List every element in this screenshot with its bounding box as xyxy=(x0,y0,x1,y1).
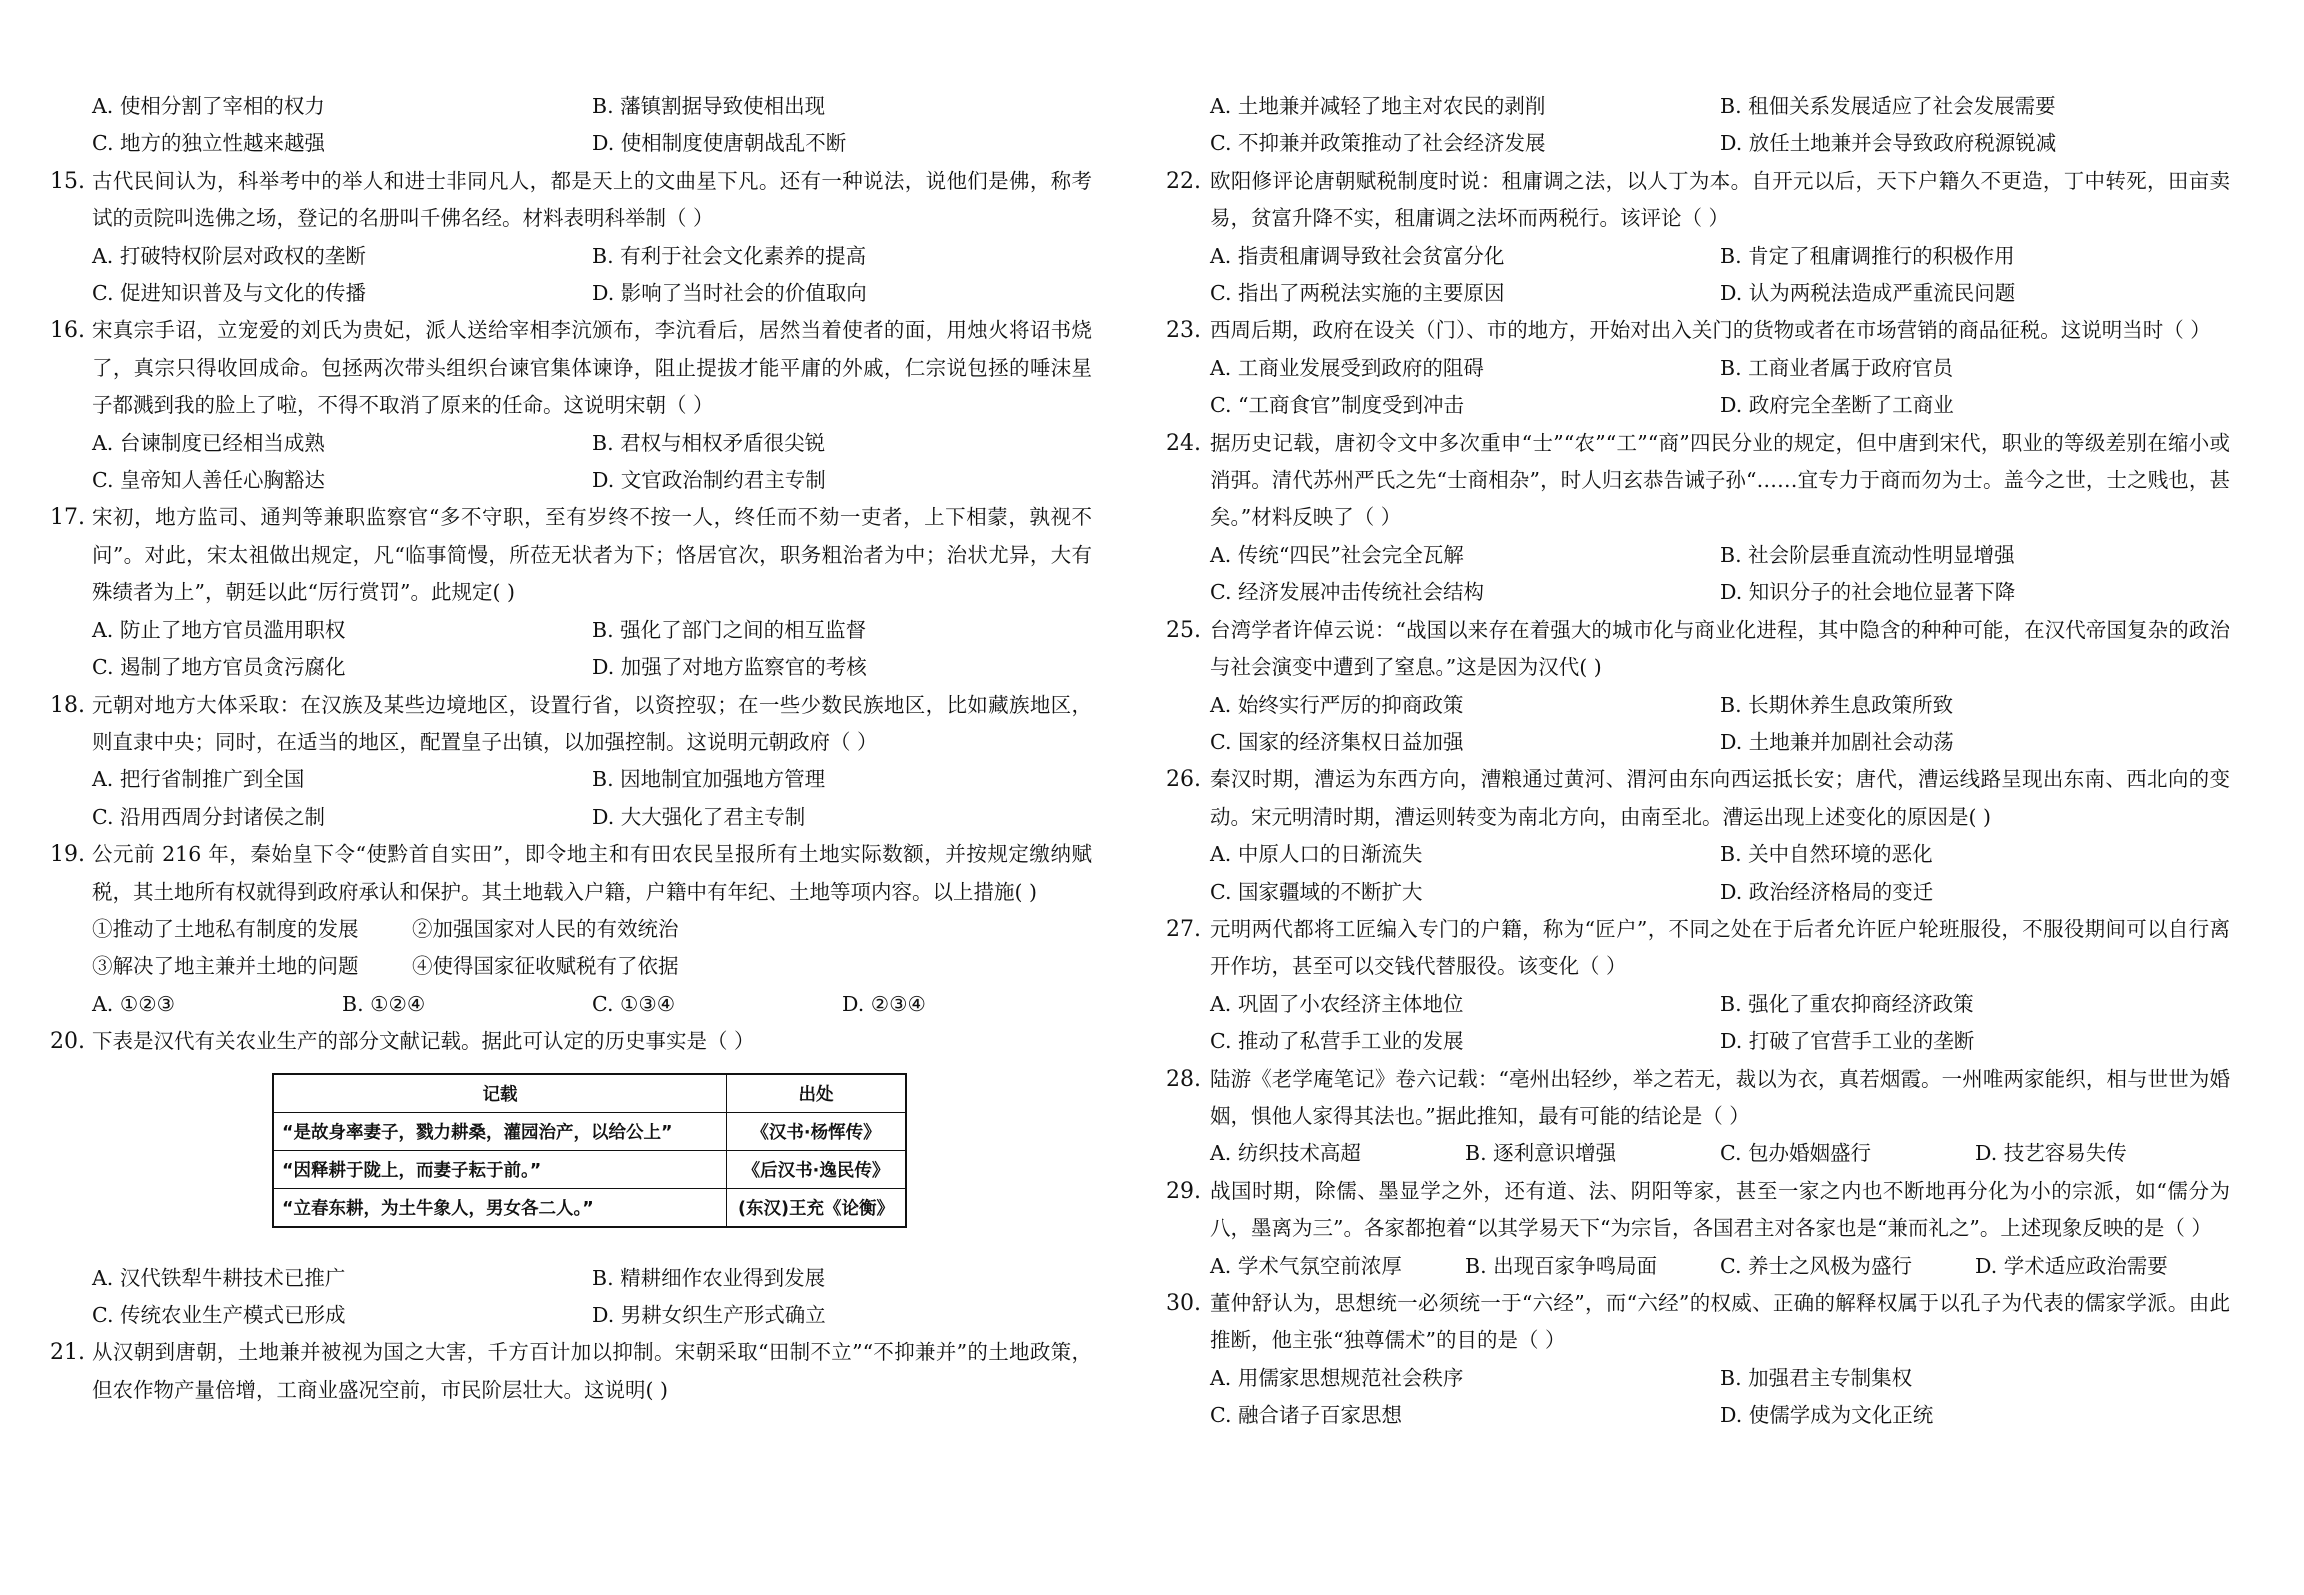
statement-4: ④使得国家征收赋税有了依据 xyxy=(412,954,679,979)
option-b[interactable]: B. 工商业者属于政府官员 xyxy=(1720,355,1954,380)
question-text: 陆游《老学庵笔记》卷六记载：“亳州出轻纱，举之若无，裁以为衣，真若烟霞。一州唯两家能织，相与世世为婚姻，惧他人家得其法也。”据此推知，最有可能的结论是（ ） xyxy=(1210,1066,2230,1128)
question-text: 宋真宗手诏，立宠爱的刘氏为贵妃，派人送给宰相李沆颁布，李沆看后，居然当着使者的面，用烛火将诏书烧了，真宗只得收回成命。包拯两次带头组织台谏官集体谏诤，阻止提拔才能平庸的外戚，仁宗说包拯的唾沫星子都溅到我的脸上了啦，不得不取消了原来的任命。这说明宋朝（ ） xyxy=(92,318,1092,418)
question-text: 董仲舒认为，思想统一必须统一于“六经”，而“六经”的权威、正确的解释权属于以孔子为代表的儒家学派。由此推断，他主张“独尊儒术”的目的是（ ） xyxy=(1210,1291,2230,1353)
question-15 xyxy=(50,163,1092,313)
option-a[interactable]: A. 把行省制推广到全国 xyxy=(92,767,305,792)
question-options xyxy=(1210,986,2230,1061)
statement-1: ①推动了土地私有制度的发展 xyxy=(92,916,359,941)
option-c[interactable]: C. 国家的经济集权日益加强 xyxy=(1210,729,1464,754)
option-b[interactable]: B. 租佃关系发展适应了社会发展需要 xyxy=(1720,94,2056,118)
option-d[interactable]: D. 加强了对地方监察官的考核 xyxy=(592,655,867,680)
option-b[interactable]: B. 社会阶层垂直流动性明显增强 xyxy=(1720,542,2015,567)
question-20 xyxy=(50,1023,1092,1334)
option-d[interactable]: D. 男耕女织生产形式确立 xyxy=(592,1302,826,1327)
question-17 xyxy=(50,499,1092,686)
option-b[interactable]: B. 因地制宜加强地方管理 xyxy=(592,767,826,792)
table-cell: (东汉)王充《论衡》 xyxy=(727,1188,907,1227)
option-a[interactable]: A. 用儒家思想规范社会秩序 xyxy=(1210,1365,1464,1390)
question-number: 30. xyxy=(1166,1291,1201,1316)
option-c[interactable]: C. 促进知识普及与文化的传播 xyxy=(92,281,366,306)
question-options xyxy=(92,238,1092,313)
question-number: 24. xyxy=(1166,430,1201,456)
question-text: 西周后期，政府在设关（门）、市的地方，开始对出入关门的货物或者在市场营销的商品征税。这说明当时（ ） xyxy=(1210,318,2211,343)
question-number: 28. xyxy=(1166,1066,1201,1092)
question-options xyxy=(92,986,1092,1023)
question-text: 公元前 216 年，秦始皇下令“使黔首自实田”，即令地主和有田农民呈报所有土地实际数额，并按规定缴纳赋税，其土地所有权就得到政府承认和保护。其土地载入户籍，户籍中有年纪、土地等项内容。以上措施( ) xyxy=(92,842,1092,904)
option-a[interactable]: A. ①②③ xyxy=(92,991,175,1016)
question-18 xyxy=(50,687,1092,837)
question-text: 台湾学者许倬云说：“战国以来存在着强大的城市化与商业化进程，其中隐含的种种可能，在汉代帝国复杂的政治与社会演变中遭到了窒息。”这是因为汉代( ) xyxy=(1210,617,2230,680)
question-30 xyxy=(1166,1285,2230,1435)
question-options xyxy=(1210,1248,2230,1285)
option-c[interactable]: C. 养士之风极为盛行 xyxy=(1720,1253,1912,1278)
statement-list xyxy=(92,948,1092,985)
option-a[interactable]: A. 指责租庸调导致社会贫富分化 xyxy=(1210,243,1505,268)
question-27 xyxy=(1166,911,2230,1061)
option-b[interactable]: B. 强化了重农抑商经济政策 xyxy=(1720,991,1974,1016)
question-number: 29. xyxy=(1166,1178,1201,1204)
option-b[interactable]: B. 精耕细作农业得到发展 xyxy=(592,1265,826,1290)
option-b[interactable]: B. 藩镇割据导致使相出现 xyxy=(592,94,826,118)
question-text: 秦汉时期，漕运为东西方向，漕粮通过黄河、渭河由东向西运抵长安；唐代，漕运线路呈现出东南、西北向的变动。宋元明清时期，漕运则转变为南北方向，由南至北。漕运出现上述变化的原因是( ) xyxy=(1210,767,2230,829)
question-options xyxy=(1210,687,2230,762)
option-c[interactable]: C. 皇帝知人善任心胸豁达 xyxy=(92,468,325,493)
option-a[interactable]: A. 巩固了小农经济主体地位 xyxy=(1210,991,1464,1016)
table-cell: 《汉书·杨恽传》 xyxy=(727,1112,907,1150)
question-options xyxy=(1210,537,2230,612)
option-b[interactable]: B. 君权与相权矛盾很尖锐 xyxy=(592,430,826,455)
table-row xyxy=(273,1150,906,1188)
question-options xyxy=(1210,836,2230,911)
option-d[interactable]: D. 政府完全垄断了工商业 xyxy=(1720,393,1954,418)
option-b[interactable]: B. 关中自然环境的恶化 xyxy=(1720,842,1933,867)
statement-list xyxy=(92,911,1092,948)
option-b[interactable]: B. 逐利意识增强 xyxy=(1465,1141,1617,1166)
option-b[interactable]: B. 长期休养生息政策所致 xyxy=(1720,692,1954,717)
option-c[interactable]: C. 地方的独立性越来越强 xyxy=(92,131,325,156)
option-a[interactable]: A. 学术气氛空前浓厚 xyxy=(1210,1253,1402,1278)
question-options xyxy=(92,761,1092,836)
question-options xyxy=(92,425,1092,500)
option-d[interactable]: D. ②③④ xyxy=(842,991,926,1016)
question-number: 20. xyxy=(50,1029,85,1055)
option-a[interactable]: A. 传统“四民”社会完全瓦解 xyxy=(1210,542,1464,567)
question-text: 元朝对地方大体采取：在汉族及某些边境地区，设置行省，以资控驭；在一些少数民族地区，比如藏族地区，则直隶中央；同时，在适当的地区，配置皇子出镇，以加强控制。这说明元朝政府（ ） xyxy=(92,692,1092,754)
question-text: 战国时期，除儒、墨显学之外，还有道、法、阴阳等家，甚至一家之内也不断地再分化为小的宗派，如“儒分为八，墨离为三”。各家都抱着“以其学易天下“为宗旨，各国君主对各家也是“兼而礼之”。上述现象反映的是（ ） xyxy=(1210,1178,2230,1241)
option-d[interactable]: D. 大大强化了君主专制 xyxy=(592,804,806,829)
option-b[interactable]: B. ①②④ xyxy=(342,991,426,1016)
question-text: 古代民间认为，科举考中的举人和进士非同凡人，都是天上的文曲星下凡。还有一种说法，说他们是佛，称考试的贡院叫选佛之场，登记的名册叫千佛名经。材料表明科举制（ ） xyxy=(92,168,1092,231)
table-row xyxy=(273,1112,906,1150)
table-cell: “立春东耕，为土牛象人，男女各二人。” xyxy=(273,1188,727,1227)
question-23 xyxy=(1166,312,2230,424)
option-d[interactable]: D. 认为两税法造成严重流民问题 xyxy=(1720,281,2016,306)
option-d[interactable]: D. 土地兼并加剧社会动荡 xyxy=(1720,729,1954,754)
left-column xyxy=(50,88,1092,1409)
question-text: 欧阳修评论唐朝赋税制度时说：租庸调之法，以人丁为本。自开元以后，天下户籍久不更造，丁中转死，田亩卖易，贫富升降不实，租庸调之法坏而两税行。该评论（ ） xyxy=(1210,168,2230,231)
question-number: 26. xyxy=(1166,767,1201,793)
option-c[interactable]: C. 包办婚姻盛行 xyxy=(1720,1141,1871,1166)
question-25 xyxy=(1166,612,2230,762)
question-21-options xyxy=(1210,88,2230,163)
table-header: 记载 xyxy=(273,1074,727,1113)
option-a[interactable]: A. 工商业发展受到政府的阻碍 xyxy=(1210,355,1484,380)
option-a[interactable]: A. 打破特权阶层对政权的垄断 xyxy=(92,243,366,268)
option-d[interactable]: D. 影响了当时社会的价值取向 xyxy=(592,281,867,306)
right-column xyxy=(1166,88,2230,1435)
question-29 xyxy=(1166,1173,2230,1285)
option-d[interactable]: D. 政治经济格局的变迁 xyxy=(1720,879,1934,904)
option-c[interactable]: C. 传统农业生产模式已形成 xyxy=(92,1302,346,1327)
statement-3: ③解决了地主兼并土地的问题 xyxy=(92,954,359,979)
option-d[interactable]: D. 打破了官营手工业的垄断 xyxy=(1720,1029,1975,1054)
option-d[interactable]: D. 技艺容易失传 xyxy=(1975,1141,2127,1166)
option-d[interactable]: D. 学术适应政治需要 xyxy=(1975,1253,2168,1278)
option-a[interactable]: A. 汉代铁犁牛耕技术已推广 xyxy=(92,1265,346,1290)
question-number: 15. xyxy=(50,168,85,194)
question-text: 宋初，地方监司、通判等兼职监察官“多不守职，至有岁终不按一人，终任而不劾一吏者，上下相蒙，孰视不问”。对此，宋太祖做出规定，凡“临事简慢，所莅无状者为下；恪居官次，职务粗治者为中；治状尤异，大有殊绩者为上”，朝廷以此“厉行赏罚”。此规定( ) xyxy=(92,505,1092,605)
question-options xyxy=(92,612,1092,687)
option-b[interactable]: B. 强化了部门之间的相互监督 xyxy=(592,617,867,642)
option-a[interactable]: A. 台谏制度已经相当成熟 xyxy=(92,430,325,455)
table-cell: “因释耕于陇上，而妻子耘于前。” xyxy=(273,1150,727,1188)
question-options xyxy=(1210,1135,2230,1172)
question-21 xyxy=(50,1334,1092,1409)
question-text: 下表是汉代有关农业生产的部分文献记载。据此可认定的历史事实是（ ） xyxy=(92,1029,755,1054)
question-26 xyxy=(1166,761,2230,911)
option-c[interactable]: C. 国家疆域的不断扩大 xyxy=(1210,879,1423,904)
option-a[interactable]: A. 使相分割了宰相的权力 xyxy=(92,94,325,118)
table-cell: 《后汉书·逸民传》 xyxy=(727,1150,907,1188)
question-16 xyxy=(50,312,1092,499)
option-c[interactable]: C. “工商食官”制度受到冲击 xyxy=(1210,393,1464,418)
option-a[interactable]: A. 中原人口的日渐流失 xyxy=(1210,842,1423,867)
question-number: 22. xyxy=(1166,168,1201,194)
option-d[interactable]: D. 使相制度使唐朝战乱不断 xyxy=(592,131,847,156)
question-14-options xyxy=(92,88,1092,163)
question-number: 25. xyxy=(1166,617,1201,643)
question-number: 23. xyxy=(1166,318,1201,344)
option-d[interactable]: D. 知识分子的社会地位显著下降 xyxy=(1720,580,2016,605)
question-number: 18. xyxy=(50,692,85,718)
option-b[interactable]: B. 加强君主专制集权 xyxy=(1720,1365,1913,1390)
question-number: 17. xyxy=(50,505,85,531)
option-b[interactable]: B. 肯定了租庸调推行的积极作用 xyxy=(1720,243,2015,268)
question-22 xyxy=(1166,163,2230,313)
option-c[interactable]: C. 推动了私营手工业的发展 xyxy=(1210,1029,1464,1054)
table-header: 出处 xyxy=(727,1074,907,1113)
option-c[interactable]: C. 不抑兼并政策推动了社会经济发展 xyxy=(1210,131,1546,156)
question-options xyxy=(1210,350,2230,425)
question-options xyxy=(92,1260,1092,1335)
option-c[interactable]: C. 指出了两税法实施的主要原因 xyxy=(1210,281,1505,306)
option-b[interactable]: B. 有利于社会文化素养的提高 xyxy=(592,243,867,268)
source-table xyxy=(272,1073,907,1228)
question-28 xyxy=(1166,1061,2230,1173)
option-a[interactable]: A. 防止了地方官员滥用职权 xyxy=(92,617,346,642)
option-d[interactable]: D. 放任土地兼并会导致政府税源锐减 xyxy=(1720,131,2057,156)
question-options xyxy=(1210,238,2230,313)
table-row xyxy=(273,1188,906,1227)
statement-2: ②加强国家对人民的有效统治 xyxy=(412,916,679,941)
question-number: 19. xyxy=(50,842,85,868)
question-number: 27. xyxy=(1166,916,1201,942)
question-number: 21. xyxy=(50,1340,85,1366)
table-header-row xyxy=(273,1074,906,1113)
question-number: 16. xyxy=(50,318,85,344)
question-19 xyxy=(50,836,1092,1023)
question-text: 从汉朝到唐朝，土地兼并被视为国之大害，千方百计加以抑制。宋朝采取“田制不立”“不抑兼并”的土地政策，但农作物产量倍增，工商业盛况空前，市民阶层壮大。这说明( ) xyxy=(92,1340,1092,1402)
option-a[interactable]: A. 始终实行严厉的抑商政策 xyxy=(1210,692,1464,717)
table-cell: “是故身率妻子，戮力耕桑，灌园治产，以给公上” xyxy=(273,1112,727,1150)
option-d[interactable]: D. 文官政治制约君主专制 xyxy=(592,468,826,493)
option-c[interactable]: C. 融合诸子百家思想 xyxy=(1210,1403,1402,1428)
question-text: 元明两代都将工匠编入专门的户籍，称为“匠户”，不同之处在于后者允许匠户轮班服役，不服役期间可以自行离开作坊，甚至可以交钱代替服役。该变化（ ） xyxy=(1210,916,2230,979)
option-c[interactable]: C. 沿用西周分封诸侯之制 xyxy=(92,804,325,829)
question-text: 据历史记载，唐初令文中多次重申“士”“农”“工”“商”四民分业的规定，但中唐到宋代，职业的等级差别在缩小或消弭。清代苏州严氏之先“士商相杂”，时人归玄恭告诫子孙“……宜专力于商而勿为士。盖今之世，士之贱也，甚矣。”材料反映了（ ） xyxy=(1210,430,2230,530)
option-a[interactable]: A. 土地兼并减轻了地主对农民的剥削 xyxy=(1210,94,1546,118)
option-d[interactable]: D. 使儒学成为文化正统 xyxy=(1720,1403,1934,1428)
option-c[interactable]: C. 遏制了地方官员贪污腐化 xyxy=(92,655,346,680)
option-c[interactable]: C. ①③④ xyxy=(592,991,676,1016)
option-b[interactable]: B. 出现百家争鸣局面 xyxy=(1465,1253,1658,1278)
option-c[interactable]: C. 经济发展冲击传统社会结构 xyxy=(1210,580,1484,605)
question-options xyxy=(1210,1360,2230,1435)
question-24 xyxy=(1166,425,2230,612)
option-a[interactable]: A. 纺织技术高超 xyxy=(1210,1141,1361,1166)
